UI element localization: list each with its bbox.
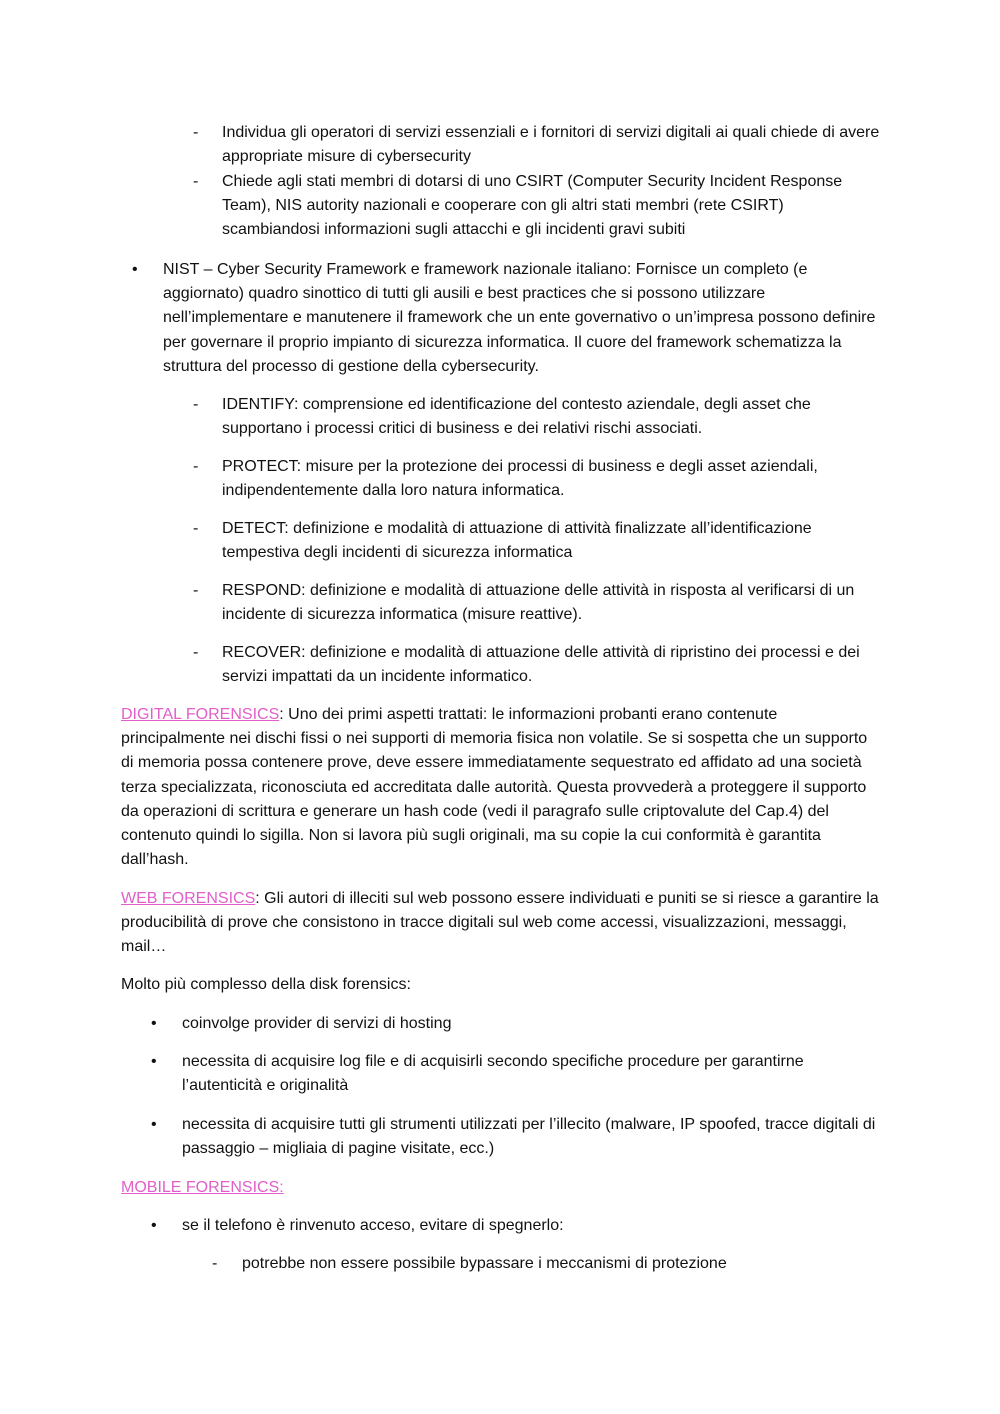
web-intro-paragraph: Molto più complesso della disk forensics: xyxy=(121,976,411,993)
digital-forensics-text: : Uno dei primi aspetti trattati: le informazioni probanti erano contenute principalmente nei dischi fissi o nei supporti di memoria fisica non volatile. Se si sospetta che un supporto di memoria possa contenere prove, deve essere immediatamente sequestrato ed affidato ad una società terza specializzata, riconosciuta ed accreditata dalle autorità. Questa provvederà a proteggere il supporto da operazioni di scrittura e generare un hash code (vedi il paragrafo sulle criptovalute del Cap.4) del contenuto quindi lo sigilla. Non si lavora più sugli originali, ma su copie la cui conformità è garantita dall’hash. xyxy=(121,706,868,869)
nist-item-respond: RESPOND: definizione e modalità di attuazione delle attività in risposta al verificarsi di un incidente di sicurezza informatica (misure reattive). xyxy=(222,582,855,624)
dash-marker: - xyxy=(193,396,199,413)
dash-marker: - xyxy=(193,644,199,661)
dash-marker: - xyxy=(193,582,199,599)
dash-marker: - xyxy=(193,173,199,190)
digital-forensics-heading: DIGITAL FORENSICS xyxy=(121,706,280,723)
bullet-marker: • xyxy=(151,1015,157,1032)
bullet-marker: • xyxy=(151,1116,157,1133)
web-forensics-heading: WEB FORENSICS xyxy=(121,890,256,907)
web-forensics-paragraph xyxy=(121,887,881,960)
intro-dash-item: Chiede agli stati membri di dotarsi di uno CSIRT (Computer Security Incident Response Team), NIS autority nazionali e cooperare con gli altri stati membri (rete CSIRT) scambiandosi informazioni sugli attacchi e gli incidenti gravi subiti xyxy=(222,173,843,239)
dash-marker: - xyxy=(212,1255,218,1272)
mobile-forensics-heading: MOBILE FORENSICS xyxy=(121,1179,280,1196)
bullet-marker: • xyxy=(151,1053,157,1070)
mobile-forensics-colon: : xyxy=(279,1179,284,1196)
dash-marker: - xyxy=(193,124,199,141)
mobile-bullet-item: se il telefono è rinvenuto acceso, evitare di spegnerlo: xyxy=(182,1217,564,1234)
dash-marker: - xyxy=(193,520,199,537)
dash-marker: - xyxy=(193,458,199,475)
bullet-marker: • xyxy=(132,261,138,278)
nist-item-identify: IDENTIFY: comprensione ed identificazione del contesto aziendale, degli asset che supportano i processi critici di business e dei relativi rischi associati. xyxy=(222,396,811,438)
web-forensics-text: : Gli autori di illeciti sul web possono essere individuati e puniti se si riesce a garantire la producibilità di prove che consistono in tracce digitali sul web come accessi, visualizzazioni, messaggi, mail… xyxy=(121,890,879,956)
web-bullet-item: coinvolge provider di servizi di hosting xyxy=(182,1015,452,1032)
web-bullet-item: necessita di acquisire tutti gli strumenti utilizzati per l’illecito (malware, IP spoofed, tracce digitali di passaggio – migliaia di pagine visitate, ecc.) xyxy=(182,1116,876,1158)
web-bullet-item: necessita di acquisire log file e di acquisirli secondo specifiche procedure per garantirne l’autenticità e originalità xyxy=(182,1053,804,1095)
digital-forensics-paragraph xyxy=(121,703,881,872)
nist-item-protect: PROTECT: misure per la protezione dei processi di business e degli asset aziendali, indipendentemente dalla loro natura informatica. xyxy=(222,458,818,500)
nist-item-detect: DETECT: definizione e modalità di attuazione di attività finalizzate all’identificazione tempestiva degli incidenti di sicurezza informatica xyxy=(222,520,812,562)
mobile-forensics-heading-line xyxy=(121,1176,881,1200)
mobile-dash-item: potrebbe non essere possibile bypassare i meccanismi di protezione xyxy=(242,1255,727,1272)
intro-dash-item: Individua gli operatori di servizi essenziali e i fornitori di servizi digitali ai quali chiede di avere appropriate misure di cybersecurity xyxy=(222,124,880,166)
nist-item-recover: RECOVER: definizione e modalità di attuazione delle attività di ripristino dei processi e dei servizi impattati da un incidente informatico. xyxy=(222,644,860,686)
bullet-marker: • xyxy=(151,1217,157,1234)
nist-paragraph: NIST – Cyber Security Framework e framework nazionale italiano: Fornisce un completo (e aggiornato) quadro sinottico di tutti gli ausili e best practices che si possono utilizzare nell’implementare e manutenere il framework che un ente governativo o un’impresa possono definire per governare il proprio impianto di sicurezza informatica. Il cuore del framework schematizza la struttura del processo di gestione della cybersecurity. xyxy=(163,261,876,375)
